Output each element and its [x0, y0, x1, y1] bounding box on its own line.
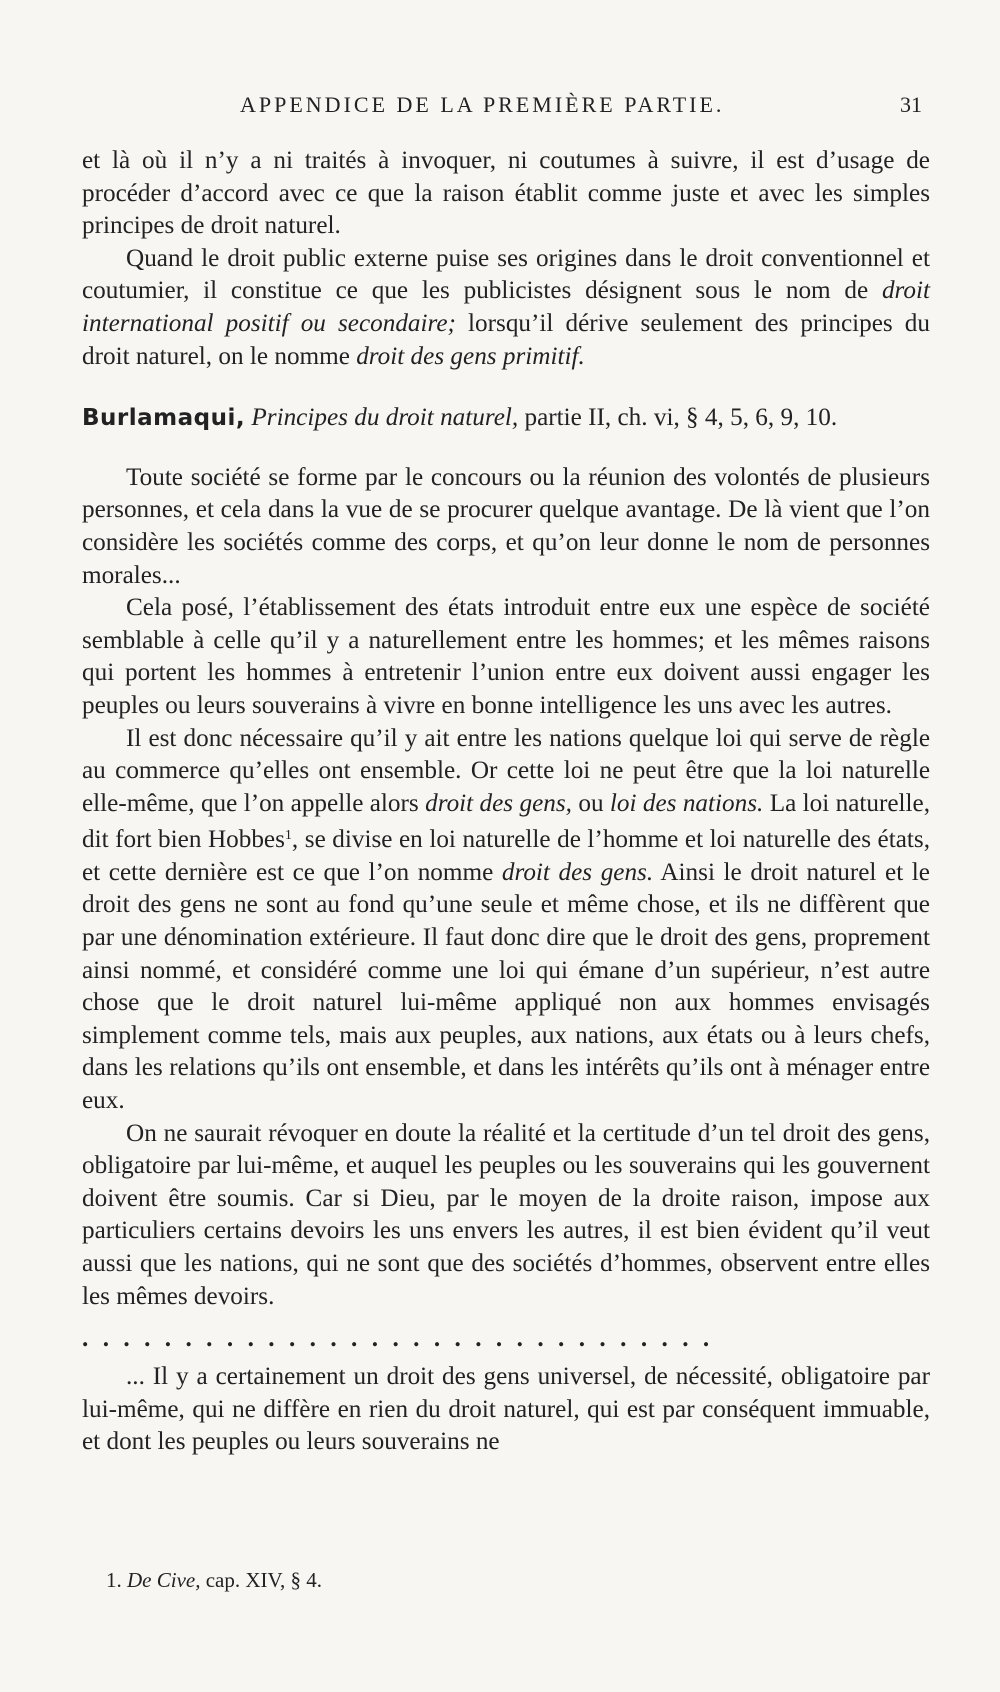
ellipsis-divider: ............................... — [82, 1325, 724, 1353]
citation-ref: partie II, ch. vi, § 4, 5, 6, 9, 10. — [518, 404, 838, 432]
paragraph: On ne saurait révoquer en doute la réalité et la certitude d’un tel droit des gens, obligatoire par lui-même, et auquel les peuples ou les souverains qui les gouvernent doivent être soumis. Car si Dieu, par le moyen de la droite raison, impose aux particuliers certains devoirs les uns envers les autres, il est bien évident qu’il veut aussi que les nations, qui ne sont que des sociétés d’hommes, observent entre elles les mêmes devoirs. — [82, 1119, 930, 1310]
italic-term: droit des gens primitif. — [356, 342, 585, 370]
paragraph — [82, 723, 930, 1118]
paragraph: Cela posé, l’établissement des états introduit entre eux une espèce de société semblable à celle qu’il y a naturellement entre les hommes; et les mêmes raisons qui portent les hommes à entretenir l’union entre eux doivent aussi engager les peuples ou leurs souverains à vivre en bonne intelligence les uns avec les autres. — [82, 594, 930, 719]
footnote-work: De Cive, — [127, 1568, 201, 1592]
running-title: APPENDICE DE LA PREMIÈRE PARTIE. — [240, 92, 725, 117]
text-run: Ainsi le droit naturel et le droit des gens ne sont au fond qu’une seule et même chose, et ils ne diffèrent que par une dénomination extérieure. Il faut donc dire que le droit des gens, proprement ainsi nommé, et considéré comme une loi qui émane d’un supérieur, n’est autre chose que le droit naturel lui-même appliqué non aux hommes envisagés simplement comme tels, mais aux peuples, aux nations, aux états ou à leurs chefs, dans les relations qu’ils ont ensemble, et dans les intérêts qu’ils ont à ménager entre eux. — [82, 858, 930, 1115]
main-text — [82, 145, 930, 1459]
source-citation — [82, 402, 930, 435]
citation-author: Burlamaqui, — [82, 405, 246, 432]
page-number: 31 — [900, 92, 922, 117]
italic-term: droit des gens. — [501, 858, 654, 886]
footnote — [106, 1568, 322, 1593]
text-run: Quand le droit public externe puise ses origines dans le droit conventionnel et coutumier, il constitue ce que les publicistes désignent sous le nom de — [82, 244, 930, 305]
paragraph: Toute société se forme par le concours ou la réunion des volontés de plusieurs personnes, et cela dans la vue de se procurer quelque avantage. De là vient que l’on considère les sociétés comme des corps, et qu’on leur donne le nom de personnes morales... — [82, 463, 930, 589]
paragraph — [82, 243, 930, 373]
italic-term: droit des gens, — [425, 789, 572, 817]
italic-term: loi des nations. — [609, 789, 764, 817]
paragraph: ... Il y a certainement un droit des gens universel, de nécessité, obligatoire par lui-même, qui ne diffère en rien du droit naturel, qui est par conséquent immuable, et dont les peuples ou leurs souverains ne — [82, 1363, 930, 1456]
citation-work: Principes du droit naturel, — [251, 404, 519, 432]
text-run: , se divise en loi naturelle de l’homme et loi naturelle des états, et cette dernière est ce que l’on nomme — [82, 826, 930, 886]
paragraph: et là où il n’y a ni traités à invoquer, ni coutumes à suivre, il est d’usage de procéder d’accord avec ce que la raison établit comme juste et avec les simples principes de droit naturel. — [82, 147, 930, 240]
text-run: Il est donc nécessaire qu’il y ait entre les nations quelque loi qui serve de règle au commerce qu’elles ont ensemble. Or cette loi ne peut être que la loi naturelle elle-même, que l’on appelle alors — [82, 724, 930, 817]
italic-term: droit international positif ou secondaire; — [82, 277, 930, 337]
footnote-ref: cap. XIV, § 4. — [200, 1568, 322, 1592]
text-run: La loi naturelle, dit fort bien Hobbes — [82, 789, 931, 854]
text-run: lorsqu’il dérive seulement des principes du droit naturel, on le nomme — [82, 309, 930, 370]
running-header — [82, 92, 922, 122]
footnote-marker[interactable]: 1 — [284, 828, 292, 844]
text-run: ou — [571, 789, 610, 817]
footnote-number: 1. — [106, 1568, 122, 1592]
